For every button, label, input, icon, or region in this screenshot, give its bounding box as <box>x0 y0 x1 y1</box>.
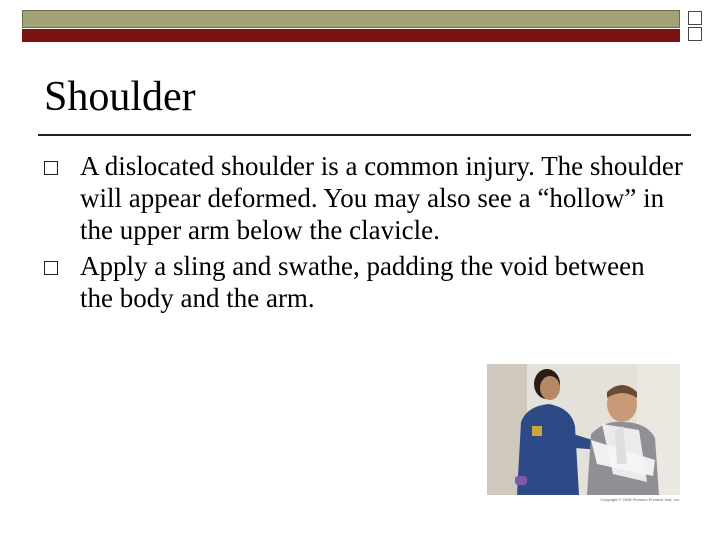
hollow-square-bullet-icon <box>44 261 58 275</box>
emt-applying-sling-photo <box>487 364 680 495</box>
hollow-square-bullet-icon <box>44 161 58 175</box>
bullet-text: A dislocated shoulder is a common injury. The shoulder will appear deformed. You may also see a “hollow” in the upper arm below the clavicle. <box>80 151 683 245</box>
bullet-text: Apply a sling and swathe, padding the void between the body and the arm. <box>80 251 645 313</box>
slide-title: Shoulder <box>44 74 196 120</box>
bullet-list <box>44 150 684 318</box>
bullet-item <box>44 150 684 246</box>
bullet-item <box>44 250 684 314</box>
banner-maroon-stripe <box>22 29 680 42</box>
banner-square-icon <box>688 27 702 41</box>
banner-olive-stripe <box>22 10 680 28</box>
banner-square-icon <box>688 11 702 25</box>
photo-copyright-caption: Copyright © 2008 Pearson Prentice Hall, Inc. <box>600 497 680 502</box>
photo-illustration <box>487 364 680 495</box>
title-divider <box>38 134 691 136</box>
